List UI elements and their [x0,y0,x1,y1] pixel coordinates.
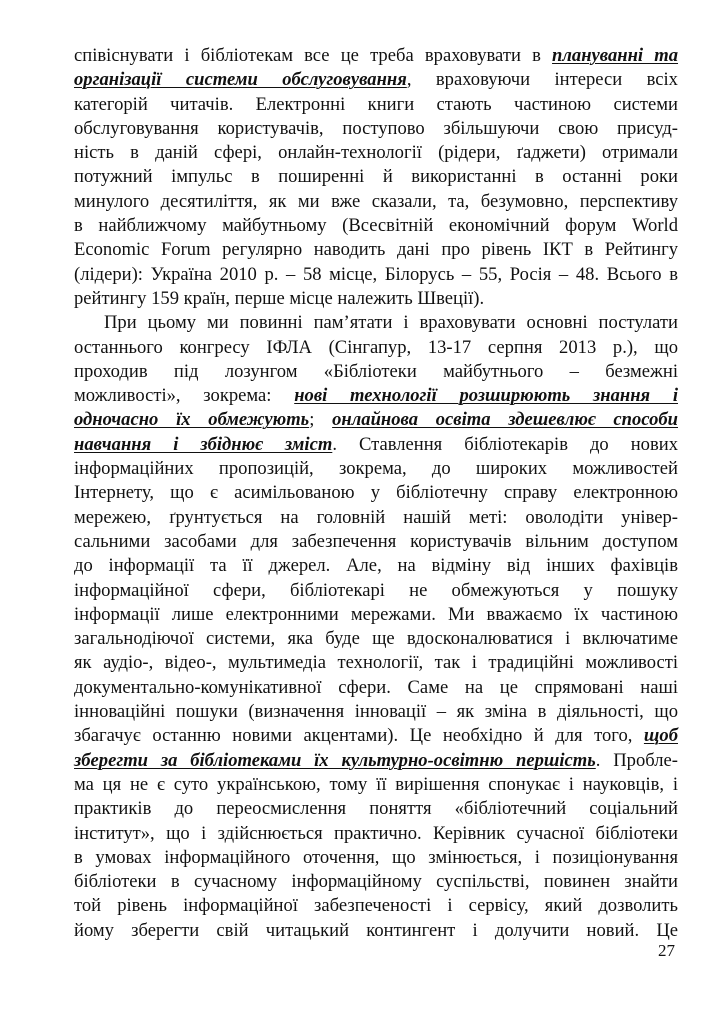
text-line [74,846,678,870]
emphasized-text: одночасно їх обмежують [74,409,310,431]
emphasized-text: організації системи обслуговування [74,69,407,91]
text-line [74,165,678,189]
text-run: загальнодіючої системи, яка буде ще вдосконалюватися і включатиме [74,628,678,650]
text-run: (лідери): Україна 2010 р. – 58 місце, Білорусь – 55, Росія – 48. Всього в [74,263,678,285]
text-line [74,506,678,530]
text-line [74,481,678,505]
text-line [74,311,678,335]
paragraph-2 [74,311,678,943]
text-line [74,651,678,675]
text-line [74,822,678,846]
text-run: ма ця не є суто українською, тому її вирішення спонукає і науковців, і [74,773,678,795]
text-run: до інформації та її джерел. Але, на відміну від інших фахівців [74,555,678,577]
text-run: збагачує останню новими акцентами). Це необхідно й для того, [74,725,644,747]
text-line [74,214,678,238]
text-line [74,457,678,481]
emphasized-text: онлайнова освіта здешевлює способи [332,409,678,431]
text-run: бібліотеки в сучасному інформаційному суспільстві, повинен знайти [74,871,678,893]
text-run: інноваційні пошуки (визначення інновації – як зміна в діяльності, що [74,701,678,723]
emphasized-text: нові технології розширюють знання і [294,385,678,407]
text-run: інформаційної сфери, бібліотекарі не обмежуються у пошуку [74,579,678,601]
text-line [74,433,678,457]
text-line [74,749,678,773]
text-line [74,603,678,627]
page-body [74,44,678,943]
text-run: інформації лише електронними мережами. Ми вважаємо їх частиною [74,603,678,625]
text-line [74,190,678,214]
text-run: мережею, ґрунтується на головній нашій меті: оволодіти універ- [74,506,678,528]
text-run: в найближчому майбутньому (Всесвітній економічний форум World [74,215,678,237]
text-run: обслуговування користувачів, поступово збільшуючи свою присуд- [74,117,678,139]
emphasized-text: плануванні та [552,45,679,66]
text-line [74,724,678,748]
text-run: ність в даній сфері, онлайн-технології (рідери, ґаджети) отримали [74,142,678,164]
text-line [74,384,678,408]
page-number: 27 [658,941,675,960]
text-line [74,141,678,165]
text-run: той рівень інформаційної забезпеченості і сервісу, який дозволить [74,895,678,917]
text-line [74,44,678,68]
text-run: інститут», що і здійснюється практично. Керівник сучасної бібліотеки [74,822,678,844]
text-run: минулого десятиліття, як ми вже сказали, та, безумовно, перспективу [74,190,678,212]
text-line [74,263,678,287]
text-run: інформаційних пропозицій, зокрема, до широких можливостей [74,458,678,480]
text-line [74,894,678,918]
text-run: рейтингу 159 країн, перше місце належить Швеції). [74,287,485,309]
text-run: . Пробле- [595,749,678,771]
text-run: потужний імпульс в поширенні й використанні в останні роки [74,166,678,188]
text-run: співіснувати і бібліотекам все це треба враховувати в [74,45,553,66]
text-run: ; [309,409,333,431]
paragraph-1 [74,44,678,311]
text-line [74,579,678,603]
text-line [74,919,678,943]
text-run: документально-комунікативної сфери. Саме на це спрямовані наші [74,676,678,698]
text-line [74,360,678,384]
text-run: При цьому ми повинні пам’ятати і враховувати основні постулати [104,312,678,334]
text-line [74,287,678,311]
text-line [74,870,678,894]
text-line [74,773,678,797]
text-line [74,627,678,651]
emphasized-text: навчання і збіднює зміст [74,433,333,455]
text-run: в умовах інформаційного оточення, що змінюється, і позиціонування [74,846,678,868]
text-line [74,336,678,360]
text-run: можливості», зокрема: [74,385,295,407]
emphasized-text: щоб [643,725,678,747]
text-line [74,554,678,578]
text-line [74,93,678,117]
text-run: сальними засобами для забезпечення користувачів вільним доступом [74,530,678,552]
text-line [74,797,678,821]
text-run: як аудіо-, відео-, мультимедіа технології, так і традиційні можливості [74,652,678,674]
text-run: . Ставлення бібліотекарів до нових [332,433,678,455]
text-run: Economic Forum регулярно наводить дані про рівень ІКТ в Рейтингу [74,239,678,261]
text-run: практиків до переосмислення поняття «бібліотечний соціальний [74,798,678,820]
text-run: категорій читачів. Електронні книги стають частиною системи [74,93,678,115]
text-line [74,408,678,432]
text-run: проходив під лозунгом «Бібліотеки майбутнього – безмежні [74,360,678,382]
text-line [74,68,678,92]
text-run: останнього конгресу ІФЛА (Сінгапур, 13-17 серпня 2013 р.), що [74,336,678,358]
text-run: йому зберегти свій читацький контингент і долучити новий. Це [74,919,678,941]
text-line [74,676,678,700]
text-line [74,530,678,554]
text-line [74,700,678,724]
text-run: Інтернету, що є асимільованою у бібліотечну справу електронною [74,482,678,504]
text-run: , враховуючи інтереси всіх [406,69,678,91]
text-line [74,117,678,141]
text-line [74,238,678,262]
emphasized-text: зберегти за бібліотеками їх культурно-освітню першість [74,749,596,771]
